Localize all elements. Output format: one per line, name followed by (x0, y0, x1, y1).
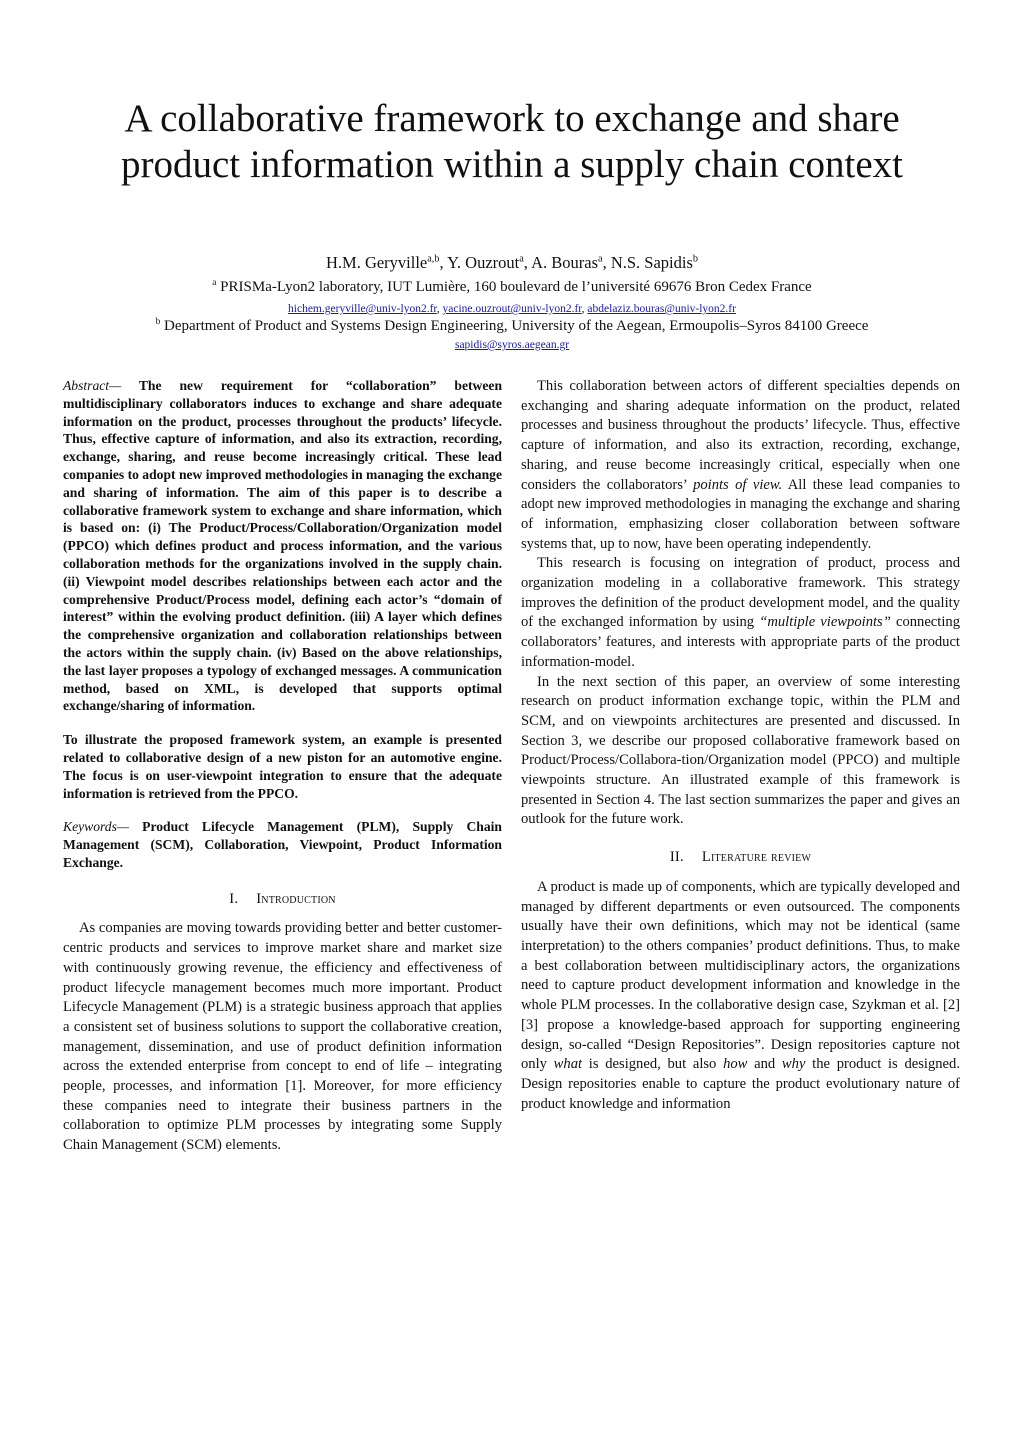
left-column (63, 377, 502, 1156)
text-run: the product is designed. Design repositories enable to capture the product evolutionary nature of product knowledge and information (521, 1056, 960, 1112)
affiliation-mark: a (212, 278, 217, 288)
affiliation-b-emails (60, 339, 964, 351)
paragraph: In the next section of this paper, an overview of some interesting research on product information exchange topic, within the PLM and SCM, and on viewpoints architectures are presented and discussed. In Section 3, we describe our proposed collaborative framework based on Product/Process/Collabora-tion/Organization model (PPCO) and multiple viewpoints structure. An illustrated example of this framework is presented in Section 4. The last section summarizes the paper and gives an outlook for the future work. (521, 673, 960, 828)
text-run: connecting collaborators’ features, and interests with appropriate parts of the product information-model. (521, 614, 960, 670)
affiliation-b (60, 318, 964, 335)
text-run: A product is made up of components, which are typically developed and managed by different departments or even outsourced. The components usually have their own definitions, which may not be identical (same interpretation) to the others companies’ product definitions. Thus, to make a best collaboration between multidisciplinary actors, the organizations need to capture product development information and knowledge in the whole PLM processes. In the collaborative design case, Szykman et al. [2] [3] propose a knowledge-based approach for supporting engineering design, so-called “Design Repositories”. Design repositories capture not only (521, 878, 960, 1073)
text-run: why (781, 1056, 806, 1073)
section-heading (521, 848, 960, 868)
author-sup: a,b (427, 253, 440, 265)
affiliation-text: PRISMa-Lyon2 laboratory, IUT Lumière, 160 boulevard de l’université 69676 Bron Cedex France (220, 279, 812, 295)
right-column (521, 377, 960, 1114)
text-run: “multiple viewpoints” (759, 614, 891, 631)
text-run: and (747, 1056, 782, 1073)
author-name: H.M. Geryville (325, 253, 428, 272)
author-name: Y. Ouzrout (447, 253, 520, 272)
abstract (63, 377, 502, 715)
author-sup: a (519, 253, 524, 265)
abstract-lead: Abstract— (63, 378, 122, 393)
paragraph (521, 878, 960, 1114)
author-sup: b (692, 253, 698, 265)
text-run: All these lead companies to adopt new improved methodologies in managing the exchange and sharing of information, emphasizing closer collaboration between software systems that, up to now, have been operating independently. (521, 476, 960, 552)
paper-title: A collaborative framework to exchange and share product information within a supply chain context (121, 97, 903, 186)
author-name: N.S. Sapidis (610, 253, 693, 272)
keywords-lead: Keywords— (63, 819, 129, 835)
section-number: I. (229, 890, 239, 907)
affiliation-a-emails: hichem.geryville@univ-lyon2.fr, yacine.ouzrout@univ-lyon2.fr, abdelaziz.bouras@univ-lyon2.fr (288, 303, 736, 315)
keywords (63, 818, 502, 871)
author-sup: a (598, 253, 603, 265)
text-run: points of view. (693, 476, 783, 493)
text-run: is designed, but also (582, 1056, 724, 1073)
section-heading (63, 890, 502, 910)
text-run: This collaboration between actors of different specialties depends on exchanging and sharing adequate information on the product, related processes and business throughout the products’ lifecycle. Thus, effective capture of information, and also its extraction, recording, exchange, sharing, and reuse become increasingly critical, especially when one considers the collaborators’ (521, 378, 960, 493)
affiliation-mark: b (155, 317, 161, 327)
text-run: This research is focusing on integration of product, process and organization modeling in a collaborative framework. This strategy improves the definition of the product development model, and the quality of the exchanged information by using (521, 555, 960, 631)
abstract-example: To illustrate the proposed framework system, an example is presented related to collaborative design of a new piston for an automotive engine. The focus is on user-viewpoint integration to ensure that the adequate information is retrieved from the PPCO. (63, 732, 502, 801)
section-title: Introduction (256, 890, 336, 907)
email-link[interactable]: abdelaziz.bouras@univ-lyon2.fr (587, 303, 736, 315)
author-name: A. Bouras (531, 253, 599, 272)
email-link[interactable]: hichem.geryville@univ-lyon2.fr (288, 303, 437, 315)
abstract-text: The new requirement for “collaboration” between multidisciplinary collaborators induces to exchange and share adequate information on the product, processes throughout the products’ lifecycle. Thus, effective capture of information, and also its extraction, recording, exchange, sharing, and reuse become increasingly critical. These lead companies to adopt new improved methodologies in managing the exchange and sharing of information. The aim of this paper is to describe a collaborative framework system to exchange and share information, which is based on: (i) The Product/Process/Collaboration/Organization model (PPCO) which defines product and process information, and the various collaboration methods for the organizations involved in the supply chain. (ii) Viewpoint model describes relationships between each actor and the comprehensive Product/Process model, defining each actor’s “domain of interest” within the evolving product definition. (iii) A layer which defines the comprehensive organization and collaboration relationships between the actors within the supply chain. (iv) Based on the above relationships, the last layer proposes a typology of exchanged messages. A communication method, based on XML, is developed that supports optimal exchange/sharing of information. (63, 378, 502, 714)
introduction-body (63, 919, 502, 1155)
affiliation-text: Department of Product and Systems Design Engineering, University of the Aegean, Ermoupolis–Syros 84100 Greece (163, 318, 869, 334)
section-number: II. (669, 849, 684, 866)
text-run: what (553, 1056, 583, 1073)
email-link[interactable]: sapidis@syros.aegean.gr (454, 339, 570, 351)
email-link[interactable]: yacine.ouzrout@univ-lyon2.fr (442, 303, 582, 315)
section-title: Literature review (701, 849, 812, 866)
text-run: how (723, 1056, 748, 1073)
paragraph (521, 554, 960, 672)
affiliation-a (60, 279, 964, 296)
paragraph (521, 377, 960, 554)
keywords-text: Product Lifecycle Management (PLM), Supply Chain Management (SCM), Collaboration, Viewpoint, Product Information Exchange. (63, 819, 502, 870)
author-list: H.M. Geryville$^{a,b}$, Y. Ouzrout$^a$, A. Bouras$^a$, N.S. Sapidis$^b$ (325, 253, 698, 272)
paragraph: As companies are moving towards providing better and better customer-centric products and services to improve market share and market size with continuously growing revenue, the efficiency and effectiveness of product lifecycle management becomes much more important. Product Lifecycle Management (PLM) is a strategic business approach that applies a consistent set of business solutions to support the collaborative creation, management, dissemination, and use of product definition information across the extended enterprise from concept to end of life – integrating people, processes, and information [1]. Moreover, for more efficiency these companies need to integrate their business partners in the collaboration to optimize PLM processes by integrating some Supply Chain Management (SCM) elements. (63, 920, 502, 1154)
